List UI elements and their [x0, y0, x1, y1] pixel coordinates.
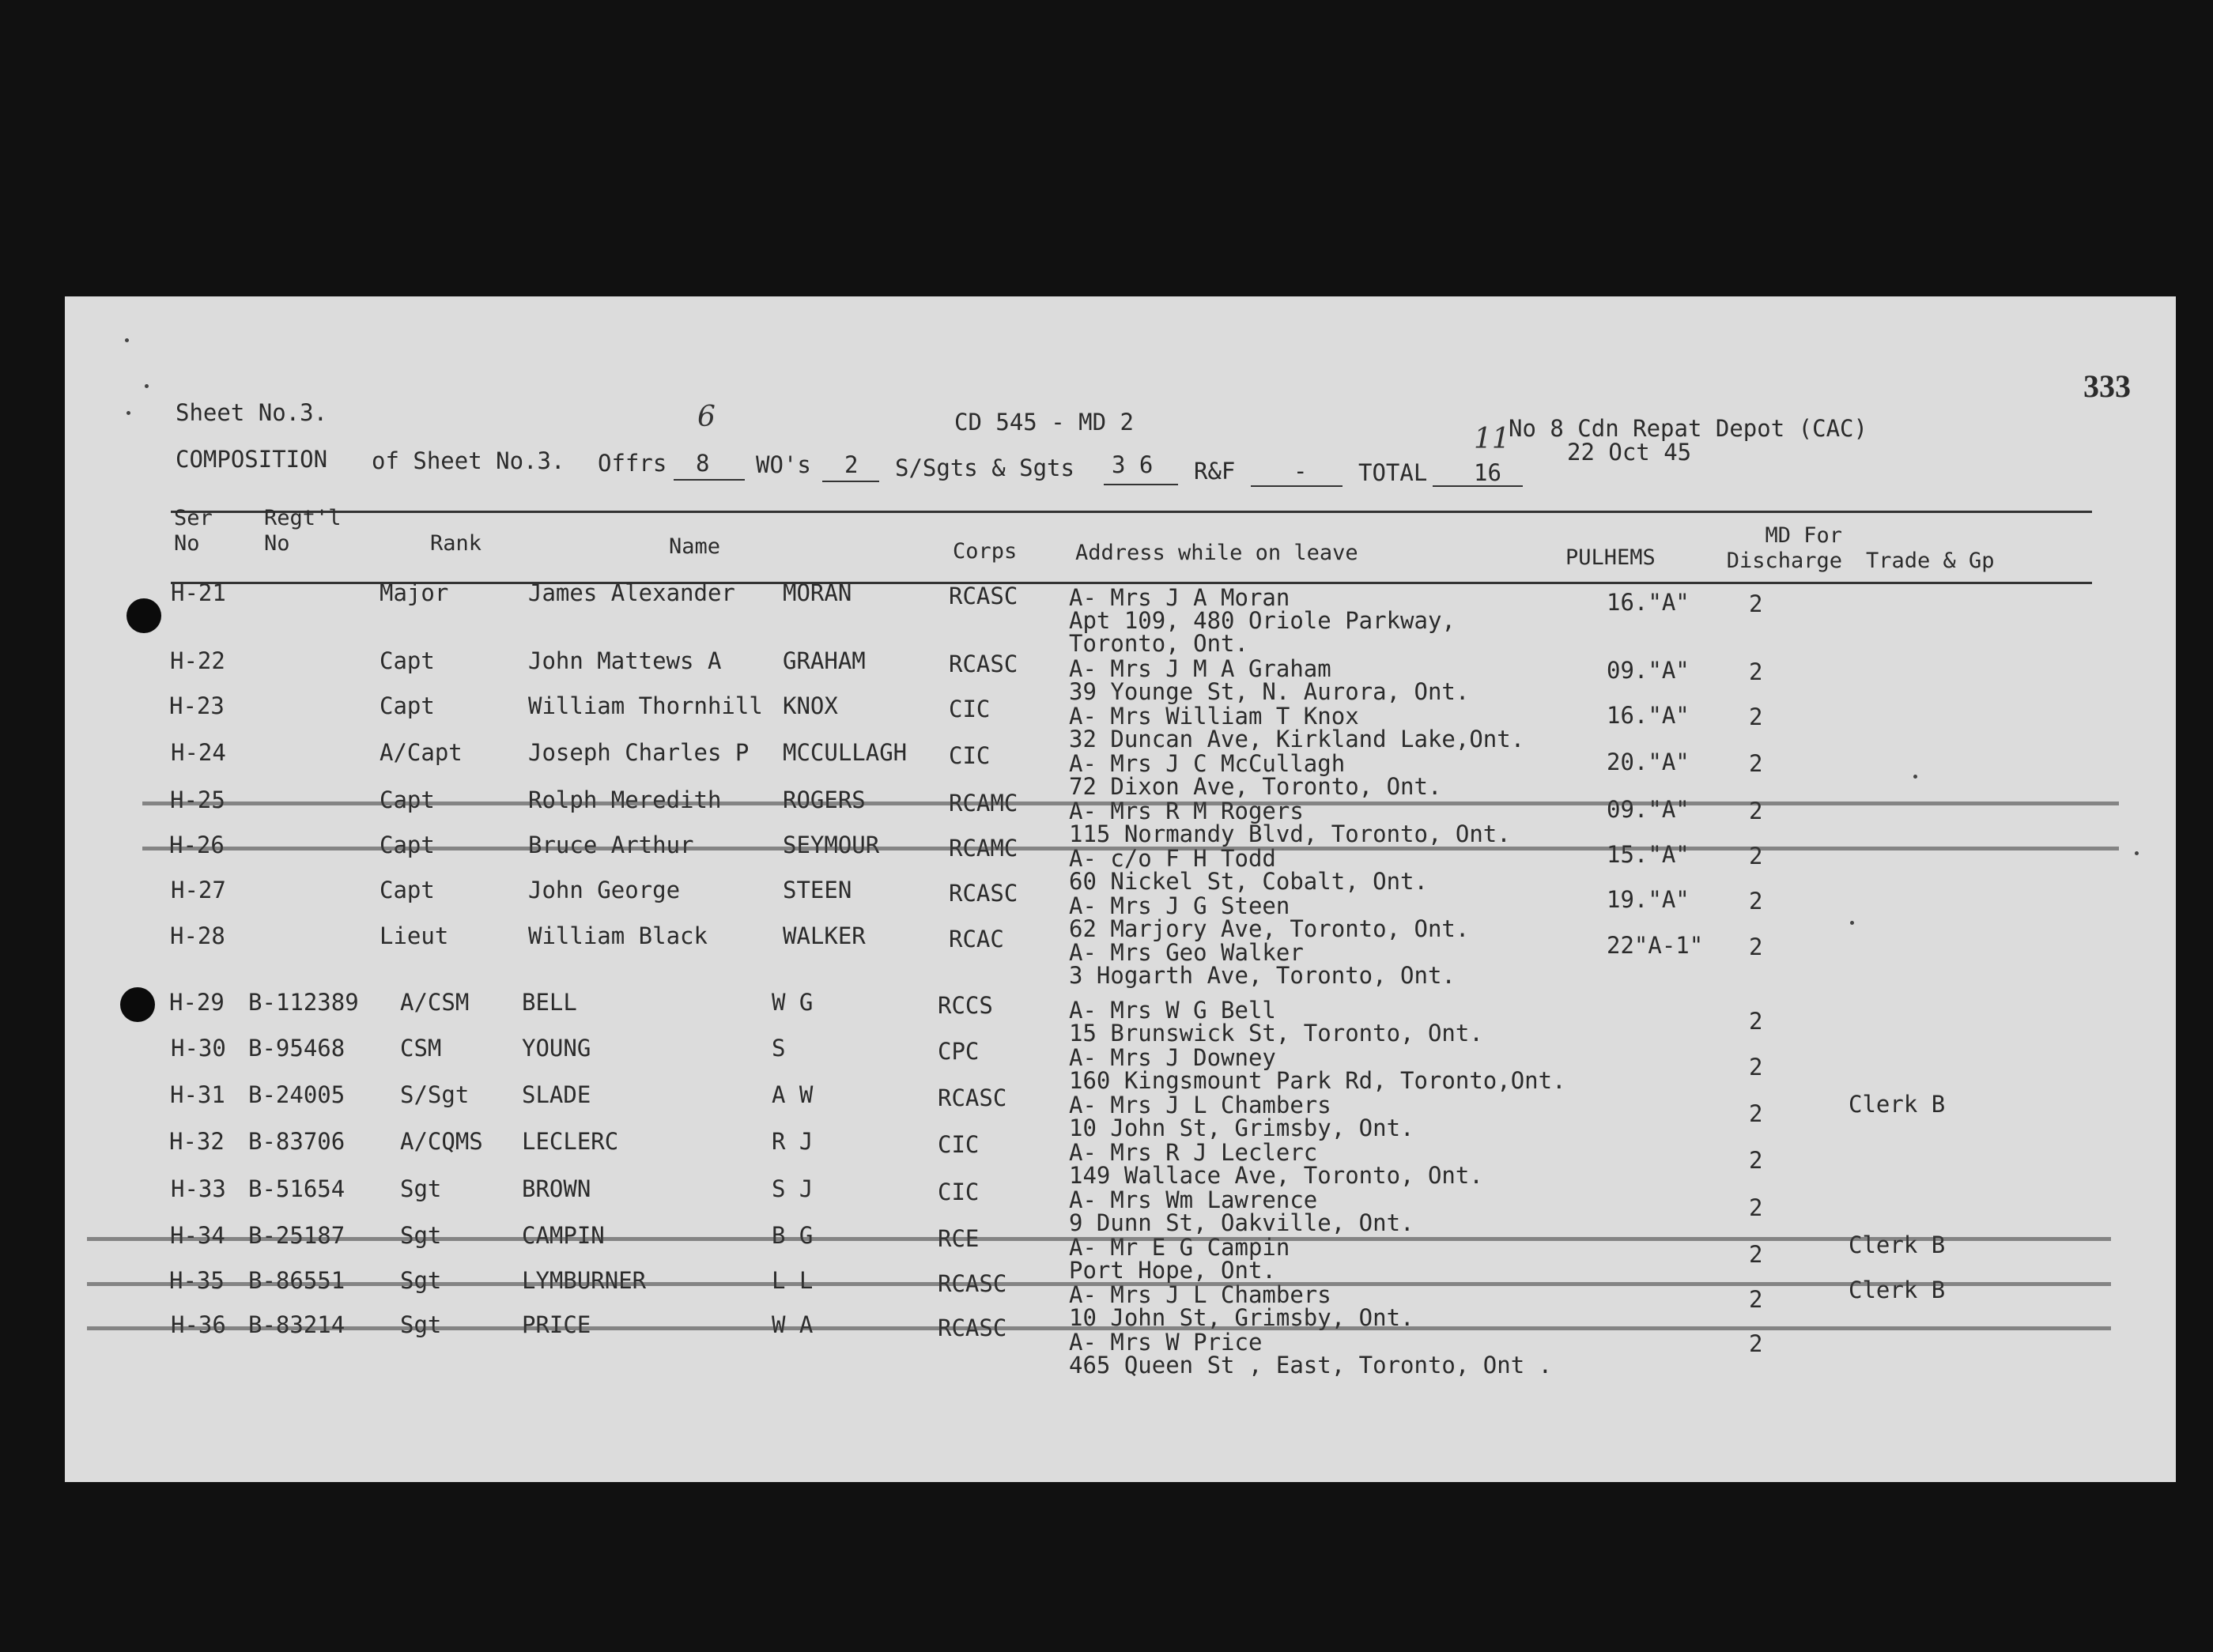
row-initials: A W: [772, 1081, 814, 1108]
row-surname: STEEN: [783, 877, 852, 903]
row-md: 2: [1749, 1008, 1763, 1035]
row-ser: H-36: [171, 1311, 226, 1338]
row-surname: PRICE: [522, 1311, 591, 1338]
row-surname: YOUNG: [522, 1035, 591, 1062]
row-address-line: A- Mrs J A Moran: [1069, 584, 1290, 611]
row-given-name: John George: [528, 877, 681, 903]
sgts-blank: [1104, 484, 1178, 485]
row-rank: Major: [380, 579, 449, 606]
row-ser: H-23: [169, 692, 225, 719]
row-md: 2: [1749, 1054, 1763, 1081]
row-surname: ROGERS: [783, 786, 866, 813]
rf-blank: [1251, 485, 1343, 487]
row-surname: WALKER: [783, 922, 866, 949]
row-address-line: A- Mrs J Downey: [1069, 1044, 1276, 1071]
col-address: Address while on leave: [1075, 541, 1358, 565]
row-md: 2: [1749, 798, 1763, 824]
row-rank: Lieut: [380, 922, 449, 949]
row-corps: RCAMC: [949, 835, 1018, 862]
row-pulhems: 19."A": [1607, 886, 1690, 913]
row-ser: H-27: [171, 877, 226, 903]
row-address-line: A- Mrs Geo Walker: [1069, 939, 1304, 966]
row-md: 2: [1749, 1286, 1763, 1313]
row-address-line: 465 Queen St , East, Toronto, Ont .: [1069, 1352, 1553, 1379]
punch-hole-top: [127, 598, 161, 633]
document-date: 22 Oct 45: [1567, 439, 1692, 466]
row-md: 2: [1749, 590, 1763, 617]
row-address-line: A- Mrs J M A Graham: [1069, 655, 1331, 682]
row-corps: RCE: [938, 1225, 980, 1252]
row-regt: B-83706: [248, 1128, 346, 1155]
row-rank: S/Sgt: [400, 1081, 470, 1108]
row-address-line: 3 Hogarth Ave, Toronto, Ont.: [1069, 962, 1456, 989]
row-initials: W G: [772, 989, 814, 1016]
of-sheet-label: of Sheet No.3.: [372, 447, 565, 474]
row-corps: RCASC: [949, 583, 1018, 609]
row-regt: B-83214: [248, 1311, 346, 1338]
row-ser: H-22: [170, 647, 225, 674]
col-ser: Ser No: [174, 506, 213, 556]
row-regt: B-86551: [248, 1267, 346, 1294]
row-initials: W A: [772, 1311, 814, 1338]
offrs-blank: [674, 479, 745, 481]
row-surname: MORAN: [783, 579, 852, 606]
row-rank: A/CSM: [400, 989, 470, 1016]
row-given-name: William Black: [528, 922, 708, 949]
page-number: 333: [2083, 368, 2131, 404]
composition-label: COMPOSITION: [176, 446, 328, 473]
row-address-line: A- Mrs Wm Lawrence: [1069, 1186, 1318, 1213]
offrs-correction: 6: [697, 401, 716, 433]
row-regt: B-112389: [248, 989, 359, 1016]
row-given-name: James Alexander: [528, 579, 735, 606]
speck: [125, 338, 129, 342]
row-md: 2: [1749, 1330, 1763, 1357]
row-address-line: 160 Kingsmount Park Rd, Toronto,Ont.: [1069, 1067, 1566, 1094]
row-given-name: Joseph Charles P: [528, 739, 750, 766]
col-regt: Regt'l No: [264, 506, 342, 556]
row-regt: B-51654: [248, 1175, 346, 1202]
row-corps: RCASC: [938, 1314, 1007, 1341]
row-md: 2: [1749, 750, 1763, 777]
unit-name: No 8 Cdn Repat Depot (CAC): [1509, 415, 1867, 442]
speck: [145, 384, 149, 388]
wos-value: 2: [844, 451, 859, 478]
col-pulhems: PULHEMS: [1565, 545, 1656, 570]
wos-label: WO's: [756, 451, 811, 478]
row-address-line: A- Mrs R M Rogers: [1069, 798, 1304, 824]
strike-through-line: [87, 1326, 2111, 1330]
row-address-line: 10 John St, Grimsby, Ont.: [1069, 1115, 1414, 1141]
row-ser: H-28: [170, 922, 225, 949]
row-pulhems: 09."A": [1607, 657, 1690, 684]
row-ser: H-32: [169, 1128, 225, 1155]
header-top-rule: [171, 511, 2092, 513]
row-rank: CSM: [400, 1035, 442, 1062]
strike-through-line: [87, 1237, 2111, 1241]
row-address-line: Port Hope, Ont.: [1069, 1257, 1276, 1284]
row-ser: H-21: [171, 579, 226, 606]
col-trade: Trade & Gp: [1866, 549, 1995, 573]
row-rank: Capt: [380, 832, 435, 858]
row-rank: Sgt: [400, 1311, 442, 1338]
row-address-line: A- Mrs J C McCullagh: [1069, 750, 1346, 777]
row-surname: SEYMOUR: [783, 832, 880, 858]
row-corps: RCAC: [949, 926, 1004, 952]
row-regt: B-95468: [248, 1035, 346, 1062]
row-address-line: A- Mrs R J Leclerc: [1069, 1139, 1318, 1166]
row-md: 2: [1749, 703, 1763, 730]
row-ser: H-33: [171, 1175, 226, 1202]
rf-value: -: [1293, 458, 1308, 485]
row-surname: LYMBURNER: [522, 1267, 647, 1294]
strike-through-line: [142, 801, 2119, 805]
row-corps: RCASC: [949, 880, 1018, 907]
row-ser: H-34: [170, 1222, 225, 1249]
row-surname: LECLERC: [522, 1128, 619, 1155]
row-initials: L L: [772, 1267, 814, 1294]
row-address-line: A- Mrs J L Chambers: [1069, 1092, 1331, 1118]
col-corps: Corps: [953, 539, 1018, 564]
row-corps: RCASC: [949, 651, 1018, 677]
row-rank: Sgt: [400, 1267, 442, 1294]
col-md: MD For Discharge: [1726, 523, 1842, 573]
row-corps: RCASC: [938, 1270, 1007, 1297]
row-pulhems: 22"A-1": [1607, 932, 1704, 959]
row-initials: S J: [772, 1175, 814, 1202]
document-code: CD 545 - MD 2: [954, 409, 1134, 436]
total-label: TOTAL: [1358, 459, 1428, 486]
row-surname: MCCULLAGH: [783, 739, 908, 766]
row-corps: CIC: [949, 742, 991, 769]
row-initials: S: [772, 1035, 786, 1062]
row-trade: Clerk B: [1849, 1277, 1946, 1303]
strike-through-line: [87, 1282, 2111, 1286]
rf-label: R&F: [1194, 458, 1236, 485]
row-rank: A/Capt: [380, 739, 463, 766]
row-surname: GRAHAM: [783, 647, 866, 674]
row-address-line: 62 Marjory Ave, Toronto, Ont.: [1069, 915, 1470, 942]
row-address-line: 72 Dixon Ave, Toronto, Ont.: [1069, 773, 1442, 800]
wos-blank: [822, 481, 879, 482]
row-given-name: William Thornhill: [528, 692, 763, 719]
row-rank: Capt: [380, 877, 435, 903]
offrs-label: Offrs: [598, 450, 667, 477]
row-address-line: A- Mrs J L Chambers: [1069, 1281, 1331, 1308]
row-given-name: Rolph Meredith: [528, 786, 722, 813]
row-address-line: A- Mrs William T Knox: [1069, 703, 1359, 730]
row-address-line: A- c/o F H Todd: [1069, 845, 1276, 872]
speck: [127, 411, 130, 415]
row-ser: H-31: [170, 1081, 225, 1108]
sgts-label: S/Sgts & Sgts: [895, 454, 1074, 481]
row-given-name: Bruce Arthur: [528, 832, 694, 858]
row-address-line: A- Mrs J G Steen: [1069, 892, 1290, 919]
row-corps: RCAMC: [949, 790, 1018, 817]
row-address-line: Apt 109, 480 Oriole Parkway,: [1069, 607, 1456, 634]
row-address-line: A- Mrs W G Bell: [1069, 997, 1276, 1024]
row-md: 2: [1749, 888, 1763, 915]
speck: [1850, 921, 1854, 925]
row-corps: RCCS: [938, 992, 993, 1019]
row-regt: B-24005: [248, 1081, 346, 1108]
row-surname: BROWN: [522, 1175, 591, 1202]
row-rank: Sgt: [400, 1222, 442, 1249]
row-surname: SLADE: [522, 1081, 591, 1108]
row-corps: CIC: [938, 1131, 980, 1158]
total-correction: 11: [1474, 423, 1510, 455]
row-corps: RCASC: [938, 1084, 1007, 1111]
row-trade: Clerk B: [1849, 1231, 1946, 1258]
col-rank: Rank: [430, 531, 482, 556]
col-name: Name: [669, 534, 721, 559]
row-initials: B G: [772, 1222, 814, 1249]
row-ser: H-25: [170, 786, 225, 813]
sheet-number: Sheet No.3.: [176, 399, 328, 426]
row-md: 2: [1749, 843, 1763, 869]
row-address-line: 9 Dunn St, Oakville, Ont.: [1069, 1209, 1414, 1236]
row-corps: CIC: [949, 696, 991, 722]
row-address-line: A- Mr E G Campin: [1069, 1234, 1290, 1261]
sgts-value: 3 6: [1112, 451, 1154, 478]
row-address-line: 15 Brunswick St, Toronto, Ont.: [1069, 1020, 1483, 1047]
row-rank: Capt: [380, 786, 435, 813]
offrs-value: 8: [696, 450, 710, 477]
row-md: 2: [1749, 1241, 1763, 1268]
total-value: 16: [1474, 459, 1501, 486]
row-pulhems: 15."A": [1607, 841, 1690, 868]
row-ser: H-30: [171, 1035, 226, 1062]
row-md: 2: [1749, 933, 1763, 960]
row-pulhems: 20."A": [1607, 749, 1690, 775]
speck: [2135, 851, 2139, 855]
row-address-line: 39 Younge St, N. Aurora, Ont.: [1069, 678, 1470, 705]
row-pulhems: 16."A": [1607, 589, 1690, 616]
row-md: 2: [1749, 658, 1763, 685]
row-address-line: 32 Duncan Ave, Kirkland Lake,Ont.: [1069, 726, 1525, 752]
row-address-line: 60 Nickel St, Cobalt, Ont.: [1069, 868, 1428, 895]
row-md: 2: [1749, 1194, 1763, 1221]
row-ser: H-24: [171, 739, 226, 766]
row-corps: CPC: [938, 1038, 980, 1065]
row-initials: R J: [772, 1128, 814, 1155]
row-md: 2: [1749, 1147, 1763, 1174]
row-address-line: Toronto, Ont.: [1069, 630, 1248, 657]
row-rank: Sgt: [400, 1175, 442, 1202]
row-pulhems: 16."A": [1607, 702, 1690, 729]
row-address-line: A- Mrs W Price: [1069, 1329, 1263, 1356]
row-given-name: John Mattews A: [528, 647, 722, 674]
row-rank: Capt: [380, 692, 435, 719]
row-address-line: 149 Wallace Ave, Toronto, Ont.: [1069, 1162, 1483, 1189]
row-md: 2: [1749, 1100, 1763, 1127]
row-ser: H-29: [169, 989, 225, 1016]
row-address-line: 115 Normandy Blvd, Toronto, Ont.: [1069, 820, 1511, 847]
punch-hole-bottom: [120, 987, 155, 1022]
row-trade: Clerk B: [1849, 1091, 1946, 1118]
row-corps: CIC: [938, 1179, 980, 1205]
speck: [1913, 775, 1917, 779]
row-ser: H-26: [169, 832, 225, 858]
row-rank: Capt: [380, 647, 435, 674]
row-pulhems: 09."A": [1607, 796, 1690, 823]
row-ser: H-35: [169, 1267, 225, 1294]
row-regt: B-25187: [248, 1222, 346, 1249]
row-address-line: 10 John St, Grimsby, Ont.: [1069, 1304, 1414, 1331]
row-surname: BELL: [522, 989, 577, 1016]
row-rank: A/CQMS: [400, 1128, 483, 1155]
strike-through-line: [142, 847, 2119, 851]
row-surname: CAMPIN: [522, 1222, 605, 1249]
row-surname: KNOX: [783, 692, 838, 719]
